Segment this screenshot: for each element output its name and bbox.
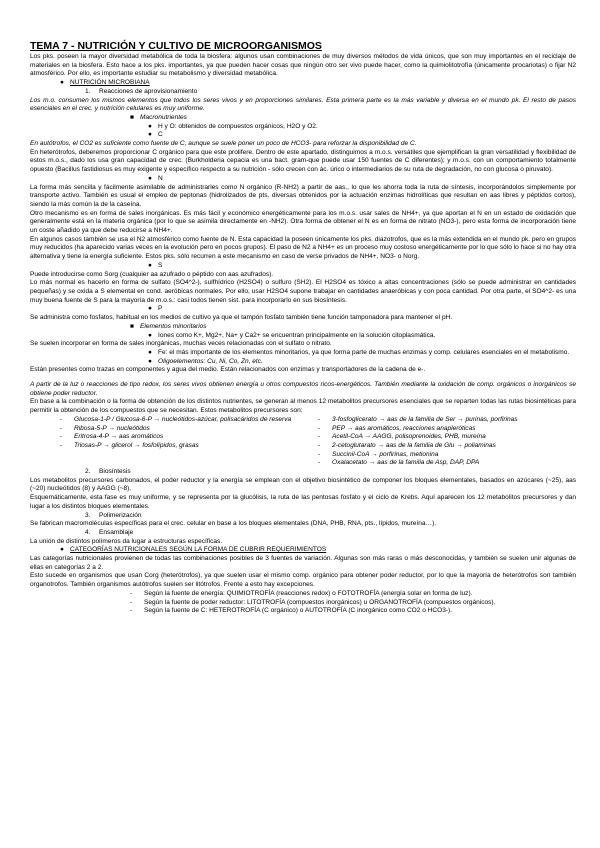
section-heading: CATEGORÍAS NUTRICIONALES SEGÚN LA FORMA DE CUBRIR REQUERIMIENTOS (70, 546, 327, 554)
paragraph-macro: Los m.o. consumen los mismos elementos que todos los seres vivos y en proporciones similares. Esta primera parte es la más variable y diversa en el mundo pk. El resto de pasos esenciales en el crec. y nutrición celulares es muy uniforme. (30, 96, 576, 113)
document-page (30, 40, 576, 616)
number-marker: 2. (85, 468, 91, 476)
paragraph: Esto sucede en organismos que usan Corg (heterótrofos), ya que suelen usar el mismo comp. orgánico para obtener poder reductor, por lo que la mayoría de heterótrofos son también organotrofos. También organismos autótrofos suelen ser litótrofos. Frente a esto hay excepciones. (30, 572, 576, 589)
dash-marker: - (318, 424, 321, 432)
list-item (318, 459, 576, 468)
sub-bullet (30, 323, 576, 332)
bullet-icon: ● (148, 331, 152, 339)
heading-text: Ensamblaje (99, 528, 134, 536)
bullet-icon: ● (148, 131, 152, 139)
numbered-heading-1 (30, 88, 576, 97)
dash-marker: - (318, 415, 321, 423)
sub-bullet (30, 114, 576, 123)
fuentes-list (30, 590, 576, 616)
document-title: TEMA 7 - NUTRICIÓN Y CULTIVO DE MICROORGANISMOS (30, 40, 322, 52)
sub-sub-bullet (30, 358, 576, 367)
bullet-icon: ● (148, 348, 152, 356)
list-item-text: Según la fuente de C: HETEROTROFÍA (C orgánico) o AUTOTROFÍA (C inorgánico como CO2 o HCO3-). (144, 607, 453, 615)
bullet-text: C (158, 131, 163, 139)
paragraph: En base a la combinación o la forma de obtención de los distintos nutrientes, se generan al menos 12 metabolitos precursores esenciales que se reparten todas las rutas biosintéticas para permitir la obtención de los compuestos que se necesitan. Estos metabolitos precursores son: (30, 398, 576, 415)
section-heading: NUTRICIÓN MICROBIANA (70, 79, 150, 87)
number-marker: 4. (85, 528, 91, 536)
dash-marker: - (60, 415, 63, 423)
list-item (30, 590, 576, 599)
list-item-text: 2-cetoglutarato → aas de la familia de Glu → poliaminas (332, 441, 496, 449)
bullet-icon: ● (148, 357, 152, 365)
dash-marker: - (130, 607, 133, 615)
number-marker: 1. (85, 87, 91, 95)
number-marker: 3. (85, 511, 91, 519)
numbered-heading-4 (30, 529, 576, 538)
paragraph: En algunos casos también se usa el N2 atmosférico como fuente de N. Esta capacidad la poseen únicamente los pks. diazotrofos, que es la más extendida en el mundo pk. pero en grupos muy reducidos (ha aparecido varias veces en la evolución pero en pocos grupos). El paso de N2 a NH4+ es un proceso muy costoso energéticamente por lo que sólo lo hace si no hay otra alternativa y tiene la energía suficiente. Estos pks. sólo recurren a este mecanismo en caso de verse privados de NH4+, NO3- o Norg. (30, 235, 576, 261)
precursors-list (30, 416, 576, 468)
list-item-text: Acetil-CoA → AAGG, polisoprenoides, PHB, mureína (332, 433, 486, 441)
intro-paragraph: Los pks. poseen la mayor diversidad metabólica de toda la biosfera: algunos usan combinaciones de muy diversos métodos de vida únicos, que son muy importantes en el reciclaje de materiales en la biosfera. Esto hace a los pks. importantes, ya que pueden hacer cosas que ningún otro ser vivo puede hacer, como la quimiolitotrofía (únicamente procariotas) o fijar N2 atmosférico. Por ello, es importante estudiar su metabolismo y diversidad metabólica. (30, 53, 576, 78)
bullet-icon: ● (148, 174, 152, 182)
square-bullet-icon: ■ (130, 322, 134, 330)
list-item-text: Según la fuente de energía: QUIMIOTROFÍA (reacciones redox) o FOTOTROFÍA (energía solar en forma de luz). (144, 589, 473, 597)
list-item (60, 442, 318, 451)
paragraph: La unión de distintos polímeros da lugar a estructuras específicas. (30, 537, 223, 545)
list-item-text: Ribosa-5-P → nucleótidos (74, 424, 150, 432)
list-item-text: PEP → aas aromáticos, reacciones anapleróticas (332, 424, 476, 432)
bullet-text: S (158, 261, 163, 269)
dash-marker: - (130, 589, 133, 597)
paragraph: En autótrofos, el CO2 es suficiente como fuente de C, aunque se suele poner un poco de HCO3- para reforzar la disponibilidad de C. (30, 140, 417, 148)
paragraph: Están presentes como trazas en componentes y agua del medio. Están relacionados con enzimas y transportadores de la cadena de e-. (30, 366, 426, 374)
bullet-icon: ● (60, 546, 64, 554)
sub-sub-bullet (30, 332, 576, 341)
bullet-text: Oligoelementos: Cu, Ni, Co, Zn, etc. (158, 357, 263, 365)
dash-marker: - (318, 459, 321, 467)
paragraph: La forma más sencilla y fácilmente asimilable de administrarles como N orgánico (R-NH2) a partir de aas., lo que les ahorra toda la ruta de síntesis, incorporándolos simplemente por transporte activo. También es usual el empleo de peptonas (hidrolizados de pts. diversas obtenidos por la actuación enzimas hidrolíticas que resultan en aas libres y péptidos cortos), siendo la más común la de la caseína. (30, 183, 576, 208)
precursors-right-column (318, 416, 576, 468)
numbered-heading-3 (30, 512, 576, 521)
list-item-text: Según la fuente de poder reductor: LITOTROFÍA (compuestos inorgánicos) u ORGANOTROFÍA (compuestos orgánicos). (144, 598, 496, 606)
numbered-heading-2 (30, 468, 576, 477)
list-item (60, 425, 318, 434)
list-item (30, 599, 576, 608)
list-item (318, 442, 576, 451)
list-item-text: Triosas-P → glicerol → fosfolípidos, grasas (74, 441, 199, 449)
section-nutricion (30, 79, 576, 88)
bullet-icon: ● (148, 305, 152, 313)
paragraph: Lo más normal es hacerlo en forma de sulfato (SO4^2-), sulfhídrico (H2SO4) o sulfuro (SH2). El H2SO4 es tóxico a altas concentraciones (sólo se puede administrar en cantidades pequeñas) y se oxida a S elemental en cond. aeróbicas normales. Por ello, usar H2SO4 supone trabajar en cantidades anaeróbicas y con poca cantidad. Por otra parte, el SO4^2- es una muy buena fuente de S para la mayoría de m.o.s.: casi todos tienen sist. para incorporarlo en sus biosíntesis. (30, 279, 576, 304)
bullet-text: Fe: el más importante de los elementos minoritarios, ya que forma parte de muchas enzimas y comp. celulares esenciales en el metabolismo. (158, 348, 570, 356)
paragraph: Se fabrican macromoléculas específicas para el crec. celular en base a los bloques elementales (DNA, PHB, RNA, pts., lípidos, mureína…). (30, 520, 437, 528)
sub-sub-bullet (30, 262, 576, 271)
dash-marker: - (318, 433, 321, 441)
heading-text: Reacciones de aprovisionamiento (99, 87, 198, 95)
dash-marker: - (60, 441, 63, 449)
paragraph: Se administra como fosfatos, habitual en los medios de cultivo ya que el tampón fosfato también tiene función tamponadora para mantener el pH. (30, 314, 453, 322)
paragraph: Los metabolitos precursores carbonados, el poder reductor y la energía se emplean con el objetivo biosintético de componer los bloques elementales, basados en azúcares (~25), aas (~20) nucleótidos (8) y AAGG (~8). (30, 476, 576, 493)
sub-sub-bullet (30, 123, 576, 132)
list-item (60, 416, 318, 425)
sub-sub-bullet (30, 305, 576, 314)
bullet-text: H y O: obtenidos de compuestos orgánicos, H2O y O2. (158, 122, 318, 130)
bullet-icon: ● (148, 122, 152, 130)
section-categorias (30, 546, 576, 555)
list-item-text: Oxalacetato → aas de la familia de Asp, DAP, DPA (332, 459, 480, 467)
paragraph: A partir de la luz o reacciones de tipo redox, los seres vivos obtienen energía u otros compuestos ricos-energéticos. También mediante la oxidación de comp. orgánicos o inorgánicos se obtiene poder reductor. (30, 381, 576, 397)
dash-marker: - (60, 424, 63, 432)
square-bullet-icon: ■ (130, 113, 134, 121)
list-item (318, 433, 576, 442)
sub-sub-bullet (30, 175, 576, 184)
precursors-left-column (60, 416, 318, 468)
paragraph: Otro mecanismo es en forma de sales inorgánicas. Es más fácil y económico energéticamente para los m.o.s. usar sales de NH4+, ya que aportan el N en un estado de oxidación que generalmente está en la materia orgánica (por lo que se asimila directamente en -NH2). Otra forma de obtener el N es en forma de nitrato (NO3-), pero esta forma de incorporación tiene un coste añadido ya que debe reducirse a NH4+. (30, 209, 576, 235)
dash-marker: - (130, 598, 133, 606)
list-item-text: Glucosa-1-P / Glucosa-6-P → nucleótidos-azúcar, polisacáridos de reserva (74, 415, 292, 423)
heading-text: Biosíntesis (99, 468, 131, 476)
paragraph: Las categorías nutricionales provienen de todas las combinaciones posibles de 3 fuentes de variación. Algunas son más raras o más desconocidas, y también se suelen unir algunas de ellas en categorías 2 a 2. (30, 555, 576, 571)
list-item-text: Eritrosa-4-P → aas aromáticos (74, 433, 164, 441)
dash-marker: - (318, 441, 321, 449)
list-item-text: Succinil-CoA → porfirinas, metionina (332, 450, 439, 458)
sub-sub-bullet (30, 131, 576, 140)
list-item (30, 607, 576, 616)
list-item (318, 416, 576, 425)
paragraph: Esquemáticamente, esta fase es muy uniforme, y se representa por la glucólisis, la ruta de las pentosas fosfato y el ciclo de Krebs. Aquí aparecen los 12 metabolitos precursores y dan lugar a los distintos bloques elementales. (30, 494, 576, 510)
bullet-icon: ● (148, 261, 152, 269)
paragraph: Puede introducirse como Sorg (cualquier aa azufrado o péptido con aas azufrados). (30, 270, 274, 278)
sub-sub-bullet (30, 349, 576, 358)
list-item-text: 3-fosfoglicerato → aas de la familia de Ser → purinas, porfirinas (332, 415, 518, 423)
paragraph: Se suelen incorporar en forma de sales inorgánicas, muchas veces relacionadas con el sulfato o nitrato. (30, 340, 332, 348)
bullet-icon: ● (60, 79, 64, 87)
list-item (318, 451, 576, 460)
list-item (318, 425, 576, 434)
bullet-text: N (158, 174, 163, 182)
dash-marker: - (60, 433, 63, 441)
heading-text: Polimerización (99, 511, 142, 519)
bullet-text: Iones como K+, Mg2+, Na+ y Ca2+ se encuentran principalmente en la solución citoplasmática. (158, 331, 436, 339)
list-item (60, 433, 318, 442)
paragraph: En heterótrofos, deberemos proporcionar C orgánico para que este prolifere. Dentro de este apartado, distinguimos a m.o.s. versátiles que ejemplifican la gran versatilidad y flexibilidad de estos m.o.s., dado los usa gran capacidad de crec. (Burkholderia cepacia es una bact. gram-que puede usar 150 fuentes de C diferentes); y m.o.s. con un comportamiento totalmente opuesto (Bacillus fastidiosus es muy exigente y específico respecto a su nutrición - sólo crecen con ác. úrico o intermediarios de su ruta de degradación, no con glucosa o piruvato). (30, 148, 576, 174)
bullet-text: P (158, 305, 163, 313)
subheading: Elementos minoritarios (140, 322, 207, 330)
subheading: Macronutrientes (140, 113, 187, 121)
dash-marker: - (318, 450, 321, 458)
